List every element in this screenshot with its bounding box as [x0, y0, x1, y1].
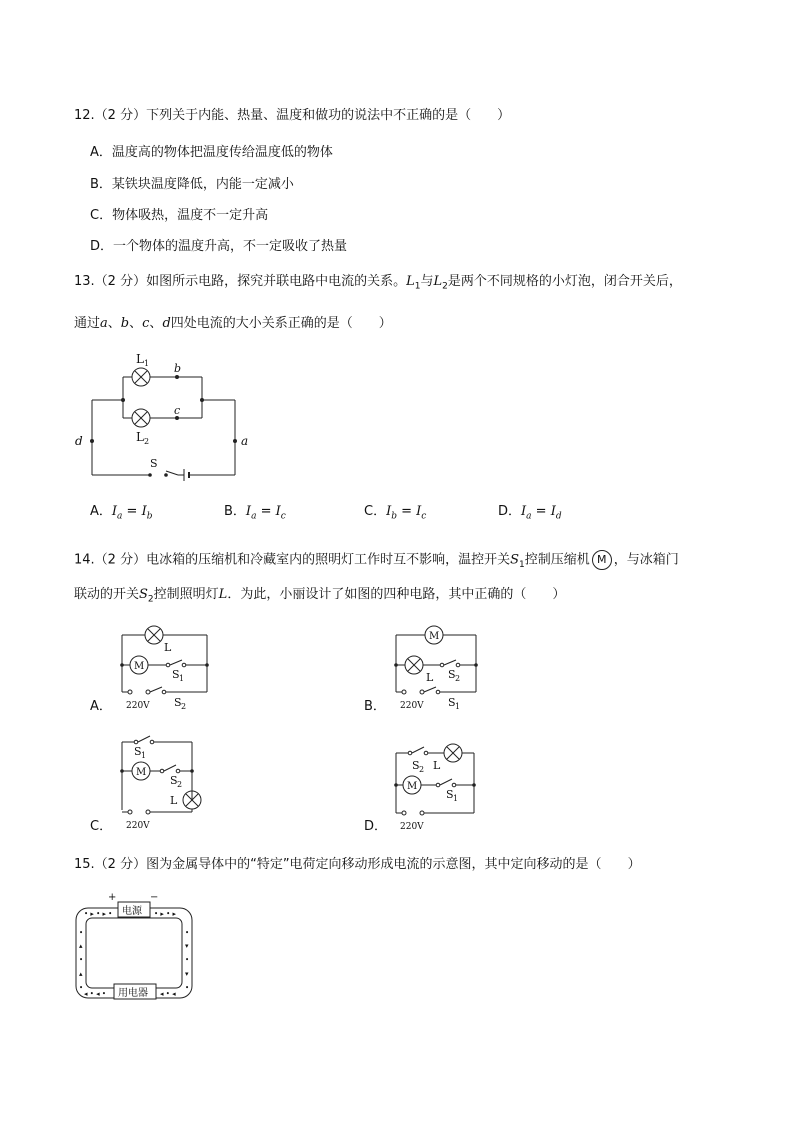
q13-stem-end: ） — [378, 316, 392, 331]
motor-label: M — [429, 631, 440, 642]
motor-label: M — [134, 661, 145, 672]
negative-terminal-label: − — [150, 892, 159, 903]
q13-fig-c: c — [174, 404, 181, 417]
power-source-label: 电源 — [122, 906, 142, 917]
option-rhs: I — [275, 504, 281, 519]
q12-option-b[interactable] — [90, 175, 294, 195]
motor-label: M — [136, 767, 147, 778]
q13-fig-b: b — [174, 362, 182, 375]
lamp-label: L — [426, 671, 434, 684]
option-key: B． — [90, 177, 112, 192]
q15-stem-end: ） — [627, 857, 641, 872]
option-lhs-sub: a — [117, 511, 123, 522]
option-eq: = — [122, 504, 142, 519]
q13-sep: 、 — [107, 316, 121, 331]
switch-label: S — [172, 668, 180, 681]
svg-text:• ▸ • ▸ •: • ▸ • ▸ • — [84, 910, 113, 918]
option-lhs-sub: b — [391, 511, 397, 522]
switch-label: S — [448, 696, 456, 709]
switch-sub: 2 — [455, 674, 461, 683]
q13-d: d — [162, 316, 171, 331]
voltage-label: 220V — [400, 822, 424, 832]
q14-option-d-key[interactable]: D． — [364, 819, 388, 834]
svg-text:▴: ▴ — [79, 942, 83, 950]
q13-a: a — [100, 316, 108, 331]
q12-option-c[interactable] — [90, 206, 268, 226]
q13-stem-c1: 通过 — [74, 316, 101, 331]
q14-s2: S — [139, 587, 148, 602]
option-key: A． — [90, 504, 112, 519]
q13-fig-l2: L — [136, 430, 144, 444]
option-key: A． — [90, 145, 112, 160]
option-key: D． — [90, 239, 114, 254]
q14-stem-end: ） — [552, 587, 566, 602]
option-lhs: I — [386, 504, 392, 519]
q12-option-a[interactable] — [90, 143, 333, 163]
switch-sub: 1 — [179, 674, 185, 683]
option-key: C． — [90, 208, 113, 223]
q14-stem-line2 — [74, 585, 565, 610]
q13-circuit-diagram — [70, 345, 270, 485]
q13-b: b — [120, 316, 130, 331]
q13-stem-c2: 四处电流的大小关系正确的是（ — [170, 316, 353, 331]
option-text: 一个物体的温度升高，不一定吸收了热量 — [113, 239, 348, 254]
q14-stem-e: 控制照明灯 — [153, 587, 219, 602]
switch-label: S — [170, 774, 178, 787]
q13-sep: 、 — [149, 316, 163, 331]
load-label: 用电器 — [118, 988, 148, 999]
positive-terminal-label: + — [108, 892, 117, 903]
option-rhs: I — [416, 504, 422, 519]
q14-stem-d: 联动的开关 — [74, 587, 140, 602]
q13-l2-sub: 2 — [442, 281, 448, 292]
q13-fig-l1: L — [136, 352, 144, 366]
q13-c: c — [142, 316, 150, 331]
option-key: C． — [364, 504, 387, 519]
q13-option-a[interactable] — [90, 502, 153, 527]
voltage-label: 220V — [400, 701, 424, 711]
svg-text:▾: ▾ — [185, 970, 189, 978]
switch-sub: 2 — [177, 780, 183, 789]
svg-text:◂ • ◂: ◂ • ◂ — [160, 990, 176, 998]
switch-label: S — [446, 788, 454, 801]
switch-sub: 1 — [453, 794, 459, 803]
q13-stem-line2 — [74, 314, 392, 334]
q12-stem — [74, 106, 510, 126]
option-eq: = — [256, 504, 276, 519]
option-rhs: I — [141, 504, 147, 519]
option-rhs-sub: c — [421, 511, 427, 522]
option-lhs: I — [111, 504, 118, 519]
q13-fig-l2-sub: 2 — [144, 437, 150, 446]
option-lhs: I — [521, 504, 527, 519]
option-eq: = — [396, 504, 417, 519]
q13-and: 与 — [420, 274, 434, 289]
svg-text:▾: ▾ — [185, 942, 189, 950]
switch-sub: 2 — [419, 765, 425, 774]
q13-option-d[interactable] — [498, 502, 562, 527]
q12-option-d[interactable] — [90, 237, 347, 257]
q14-option-a-circuit[interactable] — [112, 620, 222, 715]
lamp-label: L — [164, 641, 172, 654]
q14-stem-a: 14.（2 分）电冰箱的压缩机和冷藏室内的照明灯工作时互不影响，温控开关 — [74, 552, 511, 568]
option-lhs: I — [245, 504, 252, 519]
q15-stem — [74, 855, 641, 875]
q14-option-c-key[interactable]: C． — [90, 819, 113, 834]
q14-s1-sub: 1 — [518, 560, 525, 571]
svg-text:•: • — [79, 984, 84, 992]
option-lhs-sub: a — [526, 511, 532, 522]
lamp-label: L — [170, 794, 178, 807]
q13-option-c[interactable] — [364, 502, 426, 527]
option-key: D． — [498, 504, 522, 519]
svg-text:•: • — [185, 956, 190, 964]
q14-stem-c: ，与冰箱门 — [613, 552, 679, 568]
option-eq: = — [531, 504, 551, 519]
switch-sub: 1 — [141, 751, 147, 760]
q13-sep: 、 — [129, 316, 143, 331]
q14-stem-f: ．为此，小丽设计了如图的四种电路，其中正确的（ — [227, 587, 527, 602]
q13-l1-sub: 1 — [414, 281, 421, 292]
q13-fig-d: d — [75, 434, 83, 448]
motor-label: M — [407, 781, 418, 792]
q12-stem-end: ） — [497, 108, 511, 123]
svg-text:◂ • ◂ •: ◂ • ◂ • — [84, 990, 106, 998]
q14-option-b-key[interactable]: B． — [364, 699, 386, 714]
svg-text:•: • — [79, 929, 84, 937]
q13-fig-l1-sub: 1 — [144, 359, 150, 368]
svg-text:• ▸ • ▸: • ▸ • ▸ — [154, 910, 176, 918]
q13-stem-b: 是两个不同规格的小灯泡，闭合开关后， — [447, 274, 682, 289]
q14-s2-sub: 2 — [147, 594, 154, 605]
switch-label: S — [448, 668, 456, 681]
q14-stem-b: 控制压缩机 — [524, 552, 590, 568]
switch-sub: 1 — [455, 702, 461, 711]
q14-option-a-key[interactable]: A． — [90, 699, 112, 714]
q13-l2: L — [433, 274, 443, 289]
switch-label: S — [174, 696, 182, 709]
lamp-label: L — [433, 759, 441, 772]
q12-stem-text: 12.（2 分）下列关于内能、热量、温度和做功的说法中不正确的是（ — [74, 108, 472, 123]
q13-option-b[interactable] — [224, 502, 286, 527]
svg-text:•: • — [185, 984, 190, 992]
switch-label: S — [134, 745, 142, 758]
q15-conductor-diagram — [70, 890, 200, 1005]
option-rhs-sub: c — [280, 511, 286, 522]
q14-lamp: L — [218, 587, 228, 602]
q13-fig-s: S — [150, 457, 158, 470]
voltage-label: 220V — [126, 701, 150, 711]
option-text: 物体吸热，温度不一定升高 — [112, 208, 269, 223]
q14-stem-line1 — [74, 550, 679, 575]
svg-text:•: • — [185, 929, 190, 937]
option-lhs-sub: a — [251, 511, 257, 522]
q14-option-c-circuit[interactable] — [112, 730, 222, 835]
motor-icon: M — [592, 550, 612, 570]
option-text: 某铁块温度降低，内能一定减小 — [111, 177, 294, 192]
svg-text:▴: ▴ — [79, 970, 83, 978]
voltage-label: 220V — [126, 821, 150, 831]
q14-s1: S — [510, 552, 519, 568]
q13-l1: L — [406, 274, 415, 289]
q13-fig-a: a — [241, 434, 249, 448]
q13-stem-a: 13.（2 分）如图所示电路，探究并联电路中电流的关系。 — [74, 274, 407, 289]
switch-label: S — [412, 759, 420, 772]
q13-stem-line1 — [74, 272, 682, 297]
switch-sub: 2 — [181, 702, 187, 711]
option-key: B． — [224, 504, 246, 519]
q15-stem-text: 15.（2 分）图为金属导体中的“特定”电荷定向移动形成电流的示意图，其中定向移动的是（ — [74, 857, 602, 872]
svg-text:•: • — [79, 956, 84, 964]
option-rhs-sub: d — [555, 511, 562, 522]
option-rhs: I — [550, 504, 556, 519]
q14-option-d-circuit[interactable] — [386, 735, 496, 835]
q14-option-b-circuit[interactable] — [386, 620, 496, 715]
option-text: 温度高的物体把温度传给温度低的物体 — [111, 145, 333, 160]
option-rhs-sub: b — [146, 511, 153, 522]
